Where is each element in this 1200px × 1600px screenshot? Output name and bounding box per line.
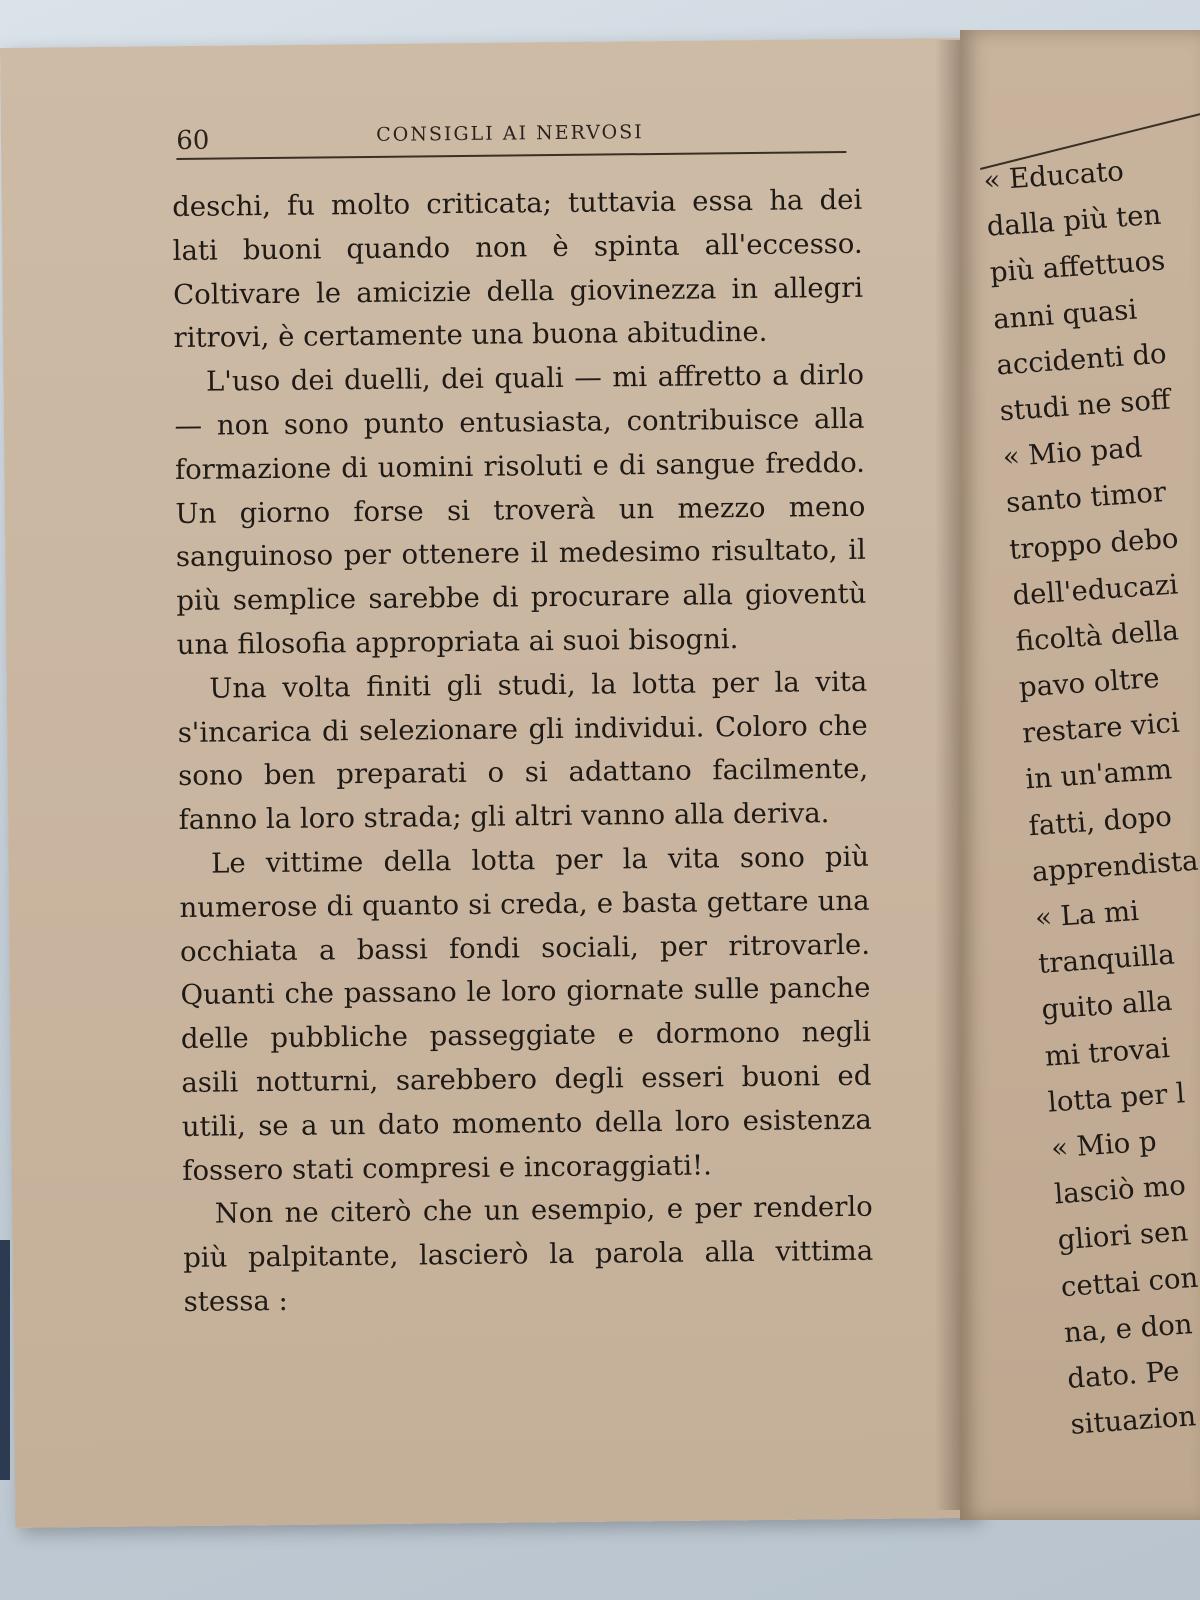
- right-page-line: ficoltà della: [1014, 614, 1180, 658]
- right-page-line: situazion: [1069, 1400, 1198, 1441]
- right-page-text: [982, 137, 1200, 1448]
- right-page-line: guito alla: [1040, 985, 1174, 1027]
- book-cover-edge: [0, 1240, 10, 1480]
- right-page-line: « Mio pad: [1001, 431, 1144, 474]
- running-header-title: CONSIGLI AI NERVOSI: [376, 121, 644, 146]
- right-page-line: cettai con: [1059, 1261, 1200, 1303]
- right-page-line: santo timor: [1005, 476, 1168, 520]
- right-page-line: troppo debo: [1008, 521, 1180, 566]
- right-page-line: dell'educazi: [1011, 568, 1180, 612]
- right-page-line: fatti, dopo: [1027, 800, 1173, 842]
- right-book-page: [960, 30, 1200, 1520]
- right-page-line: apprendista: [1030, 844, 1200, 889]
- page-number: 60: [176, 125, 210, 156]
- right-page-line: gliori sen: [1056, 1215, 1190, 1257]
- right-page-line: « Educato: [982, 155, 1125, 197]
- right-page-line: lasciò mo: [1053, 1169, 1187, 1211]
- right-page-line: anni quasi: [992, 293, 1139, 336]
- right-page-line: in un'amm: [1024, 753, 1174, 796]
- right-page-line: accidenti do: [995, 337, 1168, 382]
- paragraph: Non ne citerò che un esempio, e per renderlo più palpitante, lascierò la parola alla vittima stessa :: [183, 1191, 874, 1318]
- right-page-line: restare vici: [1021, 706, 1181, 750]
- right-page-line: mi trovai: [1043, 1031, 1171, 1073]
- right-page-line: na, e don: [1063, 1307, 1194, 1349]
- right-page-line: dalla più ten: [985, 198, 1163, 243]
- running-head: [176, 111, 846, 164]
- paragraph: Le vittime della lotta per la vita sono più numerose di quanto si creda, e basta gettare una occhiata a bassi fondi sociali, per ritrovarle. Quanti che passano le loro giornate sulle panche delle pubbliche passeggiate e dormono negli asili notturni, sarebbero degli esseri buoni ed utili, se a un dato momento della loro esistenza fossero stati compresi e incoraggiati!.: [179, 840, 872, 1187]
- right-page-line: più affettuos: [988, 244, 1167, 290]
- right-page-line: « La mi: [1034, 894, 1140, 935]
- right-page-line: studi ne soff: [998, 383, 1172, 428]
- right-page-line: lotta per l: [1046, 1076, 1186, 1119]
- right-page-line: pavo oltre: [1017, 661, 1161, 704]
- paragraph: deschi, fu molto criticata; tuttavia essa ha dei lati buoni quando non è spinta all'eccesso. Coltivare le amicizie della giovinezza in allegri ritrovi, è certamente una buona abitudine.: [172, 183, 864, 355]
- body-text: [172, 179, 874, 1325]
- paragraph: Una volta finiti gli studi, la lotta per la vita s'incarica di selezionare gli individui. Coloro che sono ben preparati o si adattano facilmente, fanno la loro strada; gli altri vanno alla deriva.: [177, 665, 869, 837]
- paragraph: L'uso dei duelli, dei quali — mi affretto a dirlo — non sono punto entusiasta, contribuisce alla formazione di uomini risoluti e di sangue freddo. Un giorno forse si troverà un mezzo meno sanguinoso per ottenere il medesimo risultato, il più semplice sarebbe di procurare alla gioventù una filosofia appropriata ai suoi bisogni.: [174, 358, 867, 661]
- right-page-line: dato. Pe: [1066, 1355, 1181, 1395]
- right-page-line: « Mio p: [1050, 1125, 1158, 1165]
- right-page-line: tranquilla: [1037, 938, 1176, 981]
